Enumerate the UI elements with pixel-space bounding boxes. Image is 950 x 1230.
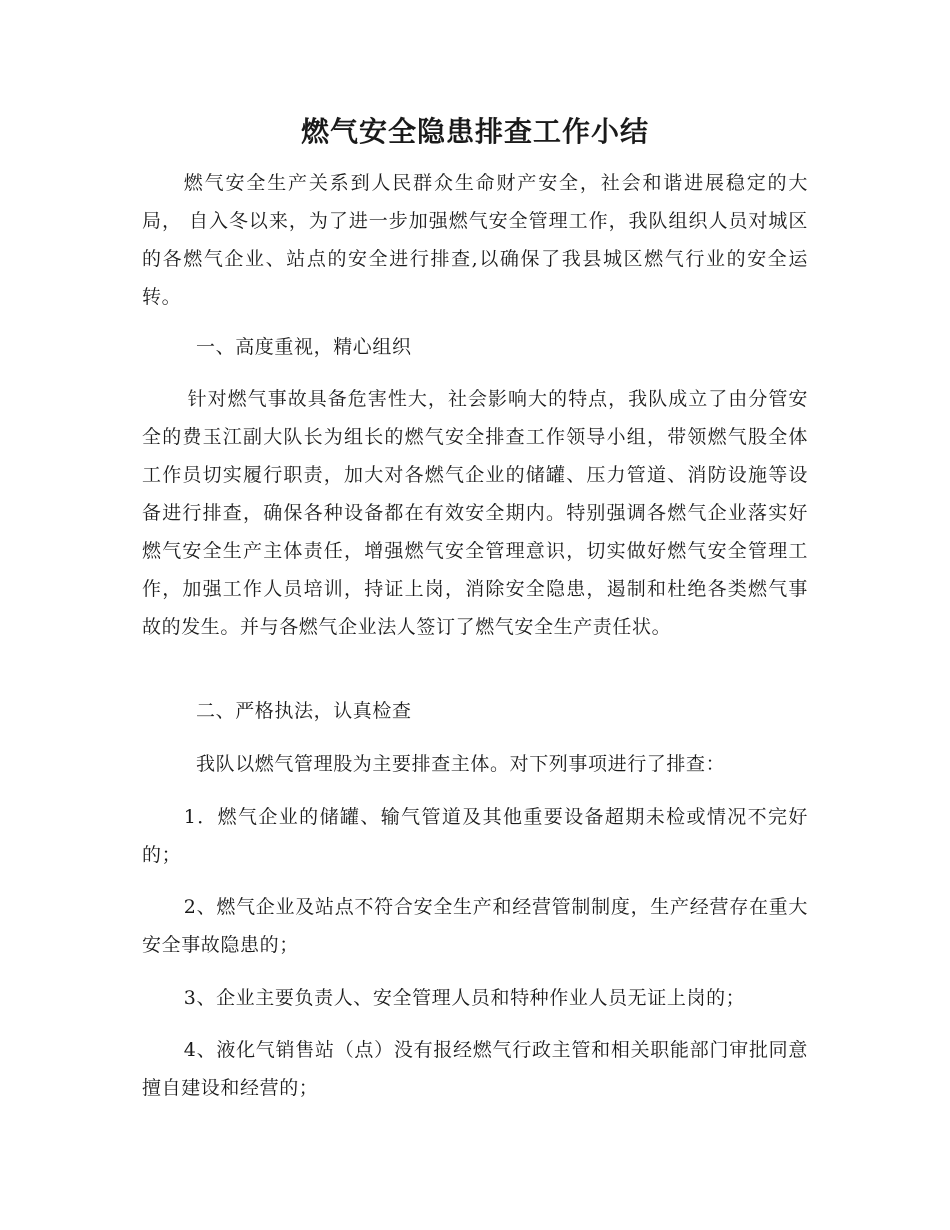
list-item: 1．燃气企业的储罐、输气管道及其他重要设备超期未检或情况不完好的； — [142, 806, 808, 866]
section-1-heading: 一、高度重视，精心组织 — [196, 336, 412, 358]
list-item: 4、液化气销售站（点）没有报经燃气行政主管和相关职能部门审批同意擅自建设和经营的； — [142, 1039, 808, 1099]
section-1-paragraph: 针对燃气事故具备危害性大，社会影响大的特点，我队成立了由分管安全的费玉江副大队长为组长的燃气安全排查工作领导小组，带领燃气股全体工作员切实履行职责，加大对各燃气企业的储罐、压力管道、消防设施等设备进行排查，确保各种设备都在有效安全期内。特别强调各燃气企业落实好燃气安全生产主体责任，增强燃气安全管理意识，切实做好燃气安全管理工作，加强工作人员培训，持证上岗，消除安全隐患，遏制和杜绝各类燃气事故的发生。并与各燃气企业法人签订了燃气安全生产责任状。 — [142, 388, 808, 638]
section-2-heading: 二、严格执法，认真检查 — [196, 700, 412, 722]
intro-paragraph: 燃气安全生产关系到人民群众生命财产安全，社会和谐进展稳定的大局， 自入冬以来，为了进一步加强燃气安全管理工作，我队组织人员对城区的各燃气企业、站点的安全进行排查,以确保了我县城区燃气行业的安全运转。 — [142, 172, 808, 308]
section-2-intro: 我队以燃气管理股为主要排查主体。对下列事项进行了排查： — [196, 753, 726, 775]
document-title: 燃气安全隐患排查工作小结 — [300, 115, 649, 148]
list-item: 3、企业主要负责人、安全管理人员和特种作业人员无证上岗的； — [183, 987, 746, 1009]
list-item: 2、燃气企业及站点不符合安全生产和经营管制制度，生产经营存在重大安全事故隐患的； — [142, 896, 808, 956]
